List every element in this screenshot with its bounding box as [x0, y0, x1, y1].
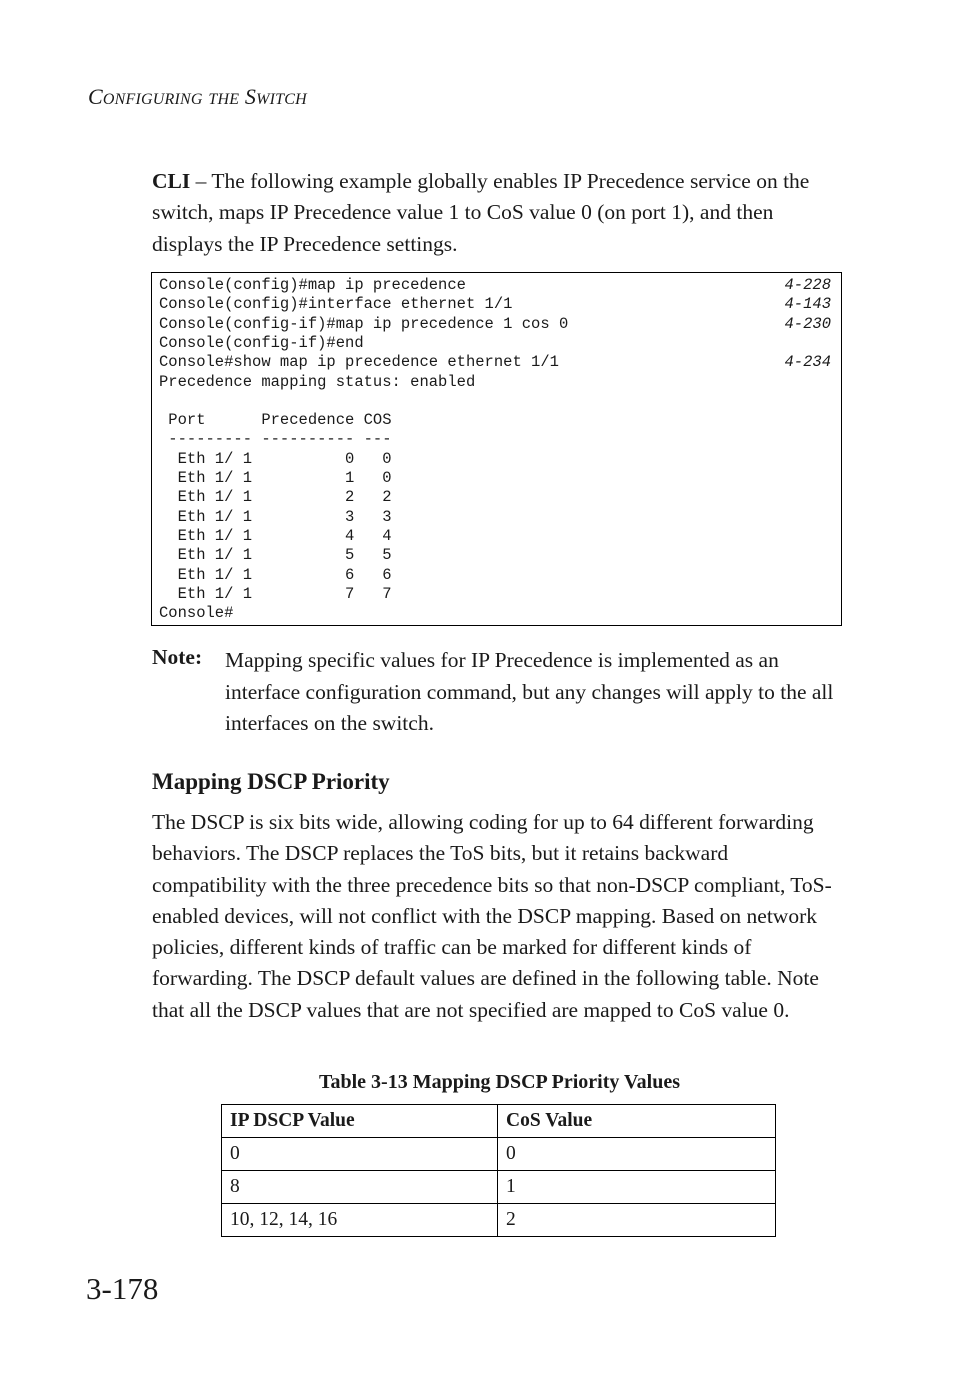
table-cell: 0: [222, 1138, 498, 1171]
code-text: Eth 1/ 1 7 7: [159, 584, 392, 603]
code-text: Eth 1/ 1 1 0: [159, 469, 392, 487]
code-line: [159, 430, 831, 449]
code-text: Console(config)#map ip precedence: [159, 276, 466, 294]
code-text: Console#: [159, 604, 234, 623]
code-text: Eth 1/ 1 0 0: [159, 449, 392, 468]
code-line: [159, 566, 831, 585]
code-line: [159, 488, 831, 507]
code-text: Eth 1/ 1 4 4: [159, 526, 392, 545]
page-reference: 4-234: [784, 353, 831, 372]
code-line: [159, 527, 831, 546]
table-row: [222, 1171, 776, 1204]
code-text: Console(config-if)#map ip precedence 1 cos 0: [159, 314, 569, 333]
note-label: Note:: [152, 645, 203, 669]
code-line: [159, 295, 831, 314]
table-caption: Table 3-13 Mapping DSCP Priority Values: [319, 1071, 680, 1093]
running-head-initial-c: C: [88, 84, 103, 109]
code-line: [159, 469, 831, 488]
section-body: The DSCP is six bits wide, allowing coding for up to 64 different forwarding behaviors. The DSCP replaces the ToS bits, but it retains backward compatibility with the three precedence bits so that non-DSCP compliant, ToS-enabled devices, will not conflict with the DSCP mapping. Based on network policies, different kinds of traffic can be marked for different kinds of forwarding. The DSCP default values are defined in the following table. Note that all the DSCP values that are not specified are mapped to CoS value 0.: [152, 810, 832, 1022]
code-line: [159, 450, 831, 469]
running-head-word-configuring: ONFIGURING: [102, 91, 203, 108]
page-reference: 4-230: [784, 314, 831, 333]
column-header: IP DSCP Value: [222, 1105, 498, 1138]
intro-text: – The following example globally enables IP Precedence service on the switch, maps IP Precedence value 1 to CoS value 0 (on port 1), and then displays the IP Precedence settings.: [152, 169, 810, 256]
code-line: [159, 604, 831, 623]
code-text: Console(config)#interface ethernet 1/1: [159, 295, 513, 314]
page-reference: 4-143: [784, 295, 831, 314]
note-text: Mapping specific values for IP Precedence is implemented as an interface configuration command, but any changes will apply to the all interfaces on the switch.: [225, 648, 834, 735]
dscp-mapping-table: [221, 1104, 776, 1237]
code-line: [159, 392, 831, 411]
code-line: [159, 276, 831, 295]
code-line: [159, 334, 831, 353]
intro-paragraph: [152, 166, 842, 260]
table-cell: 1: [498, 1171, 776, 1204]
running-head-initial-s: S: [244, 84, 257, 109]
code-text: Eth 1/ 1 6 6: [159, 565, 392, 584]
table-row: [222, 1138, 776, 1171]
page-number: 3-178: [86, 1271, 159, 1306]
table-row: [222, 1204, 776, 1237]
code-text: Precedence mapping status: enabled: [159, 372, 476, 391]
code-text: Eth 1/ 1 2 2: [159, 488, 392, 507]
column-header: CoS Value: [498, 1105, 776, 1138]
intro-label: CLI: [152, 169, 191, 193]
code-line: [159, 411, 831, 430]
code-line: [159, 373, 831, 392]
page-reference: 4-228: [784, 276, 831, 294]
table-cell: 0: [498, 1138, 776, 1171]
table-header-row: [222, 1105, 776, 1138]
running-head: [88, 84, 307, 110]
table-cell: 8: [222, 1171, 498, 1204]
code-line: [159, 353, 831, 372]
section-heading: Mapping DSCP Priority: [152, 769, 390, 794]
table-cell: 2: [498, 1204, 776, 1237]
running-head-word-switch: WITCH: [256, 91, 307, 108]
code-line: [159, 585, 831, 604]
code-text: Eth 1/ 1 3 3: [159, 507, 392, 526]
code-text: Port Precedence COS: [159, 411, 392, 430]
running-head-word-the: THE: [208, 91, 240, 108]
table-cell: 10, 12, 14, 16: [222, 1204, 498, 1237]
code-text: --------- ---------- ---: [159, 430, 392, 449]
code-text: Console(config-if)#end: [159, 333, 364, 352]
code-line: [159, 315, 831, 334]
code-line: [159, 508, 831, 527]
code-text: Console#show map ip precedence ethernet 1/1: [159, 353, 559, 372]
cli-example-box: [151, 272, 842, 626]
code-text: Eth 1/ 1 5 5: [159, 546, 392, 565]
code-line: [159, 546, 831, 565]
